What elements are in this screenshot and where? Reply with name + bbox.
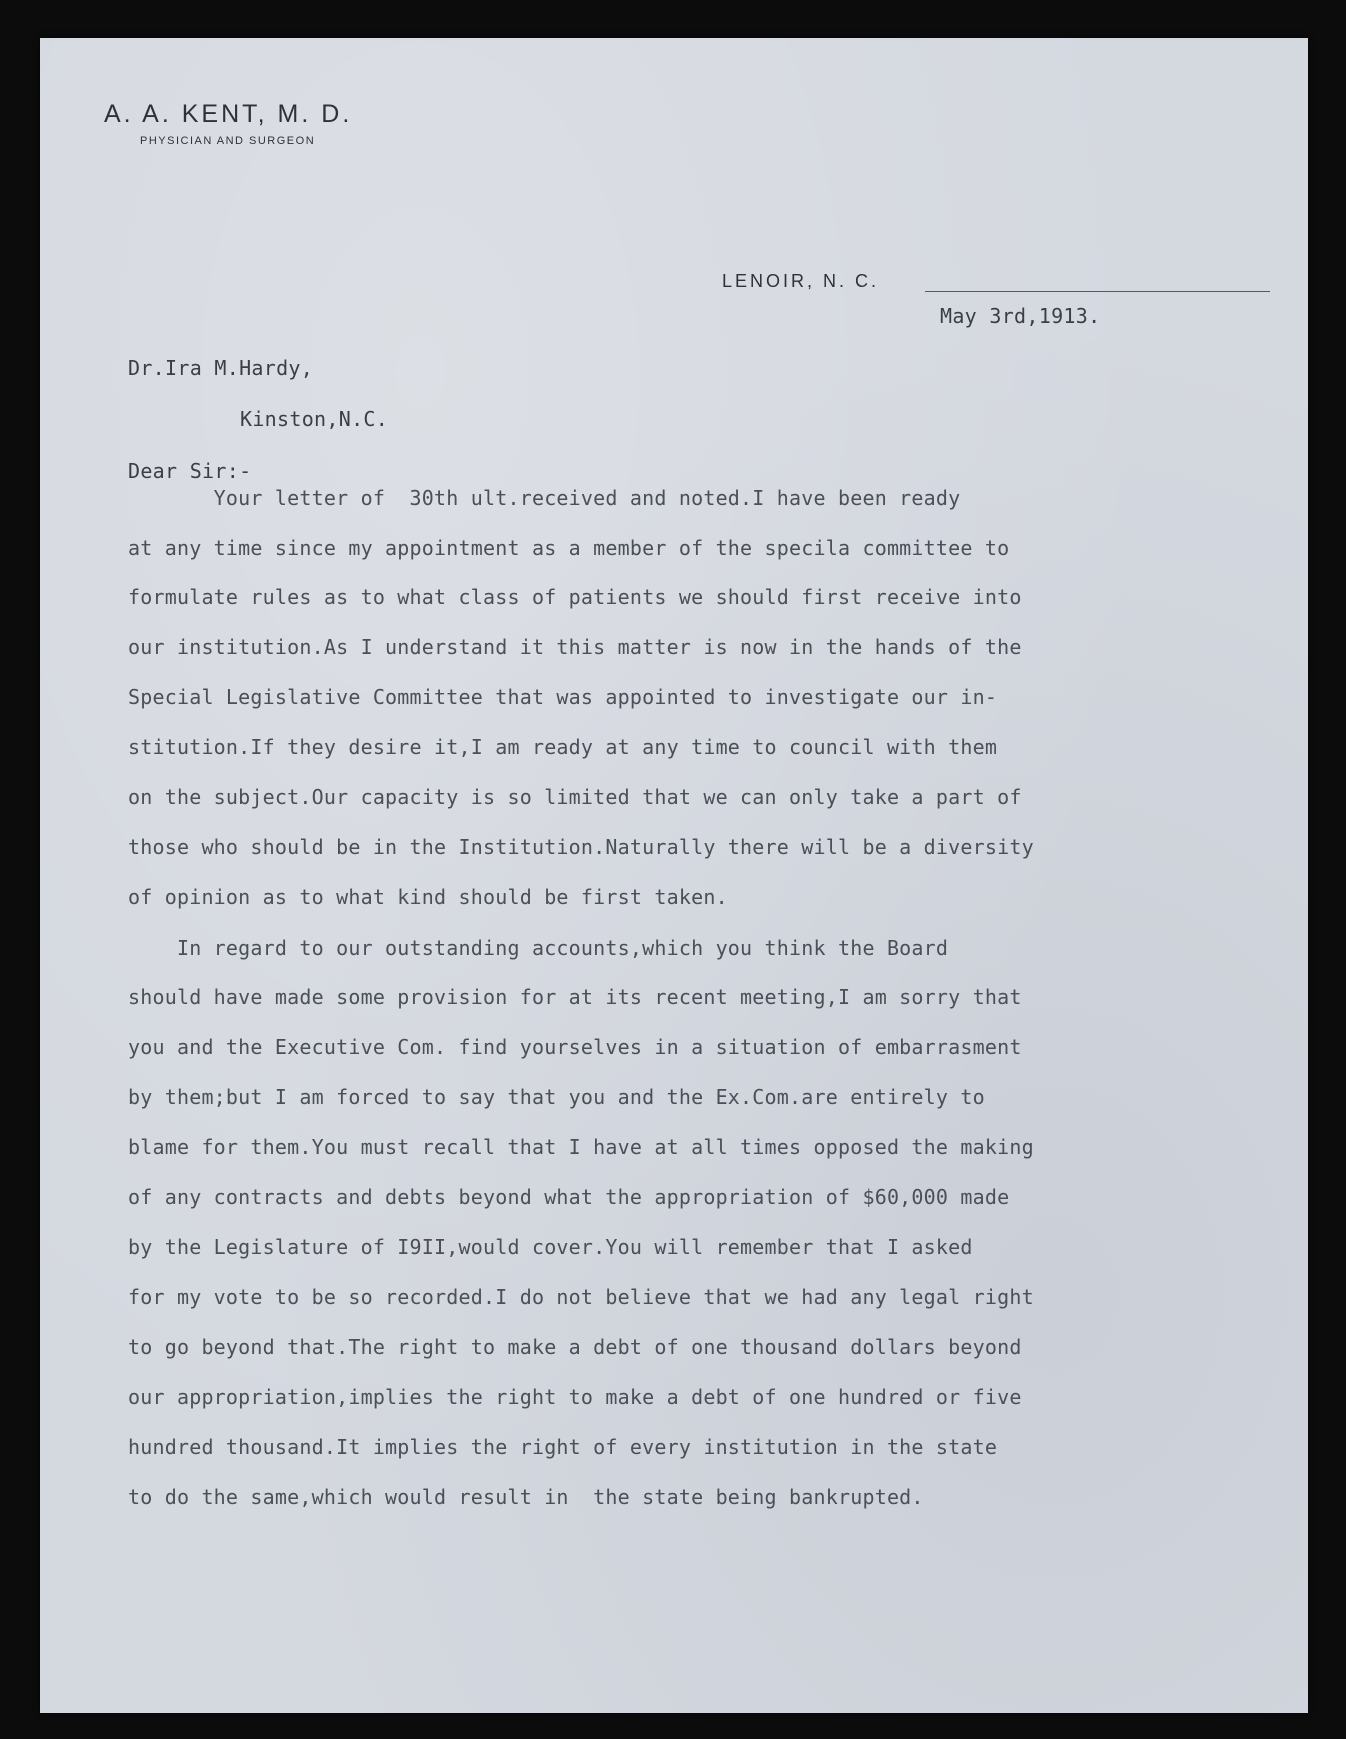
body-line: hundred thousand.It implies the right of every institution in the state	[128, 1435, 998, 1459]
body-line: on the subject.Our capacity is so limited that we can only take a part of	[128, 785, 1022, 809]
body-line: by them;but I am forced to say that you and the Ex.Com.are entirely to	[128, 1085, 985, 1109]
body-line: at any time since my appointment as a member of the specila committee to	[128, 536, 1010, 560]
recipient-name: Dr.Ira M.Hardy,	[128, 356, 314, 380]
body-line: our institution.As I understand it this matter is now in the hands of the	[128, 635, 1022, 659]
salutation: Dear Sir:-	[128, 459, 252, 483]
body-line: blame for them.You must recall that I have at all times opposed the making	[128, 1135, 1034, 1159]
date-rule-line	[925, 291, 1270, 292]
body-line: stitution.If they desire it,I am ready at any time to council with them	[128, 735, 998, 759]
body-line: you and the Executive Com. find yourselves in a situation of embarrasment	[128, 1035, 1022, 1059]
body-line: to go beyond that.The right to make a debt of one thousand dollars beyond	[128, 1335, 1022, 1359]
body-line: those who should be in the Institution.Naturally there will be a diversity	[128, 835, 1034, 859]
letterhead-place: LENOIR, N. C.	[722, 271, 880, 291]
body-line: for my vote to be so recorded.I do not believe that we had any legal right	[128, 1285, 1034, 1309]
body-line: of any contracts and debts beyond what the appropriation of $60,000 made	[128, 1185, 1010, 1209]
body-line: formulate rules as to what class of patients we should first receive into	[128, 585, 1022, 609]
body-line: our appropriation,implies the right to make a debt of one hundred or five	[128, 1385, 1022, 1409]
body-line: In regard to our outstanding accounts,which you think the Board	[128, 936, 949, 960]
letterhead-name: A. A. KENT, M. D.	[104, 100, 353, 128]
body-line: should have made some provision for at its recent meeting,I am sorry that	[128, 985, 1022, 1009]
recipient-location: Kinston,N.C.	[240, 407, 389, 431]
letter-page	[40, 38, 1308, 1713]
body-line: Your letter of 30th ult.received and noted.I have been ready	[128, 486, 961, 510]
letterhead-title: PHYSICIAN AND SURGEON	[140, 135, 316, 147]
body-line: Special Legislative Committee that was appointed to investigate our in-	[128, 685, 998, 709]
letter-date: May 3rd,1913.	[940, 304, 1101, 328]
body-line: by the Legislature of I9II,would cover.You will remember that I asked	[128, 1235, 973, 1259]
body-line: to do the same,which would result in the state being bankrupted.	[128, 1485, 924, 1509]
body-line: of opinion as to what kind should be first taken.	[128, 885, 728, 909]
